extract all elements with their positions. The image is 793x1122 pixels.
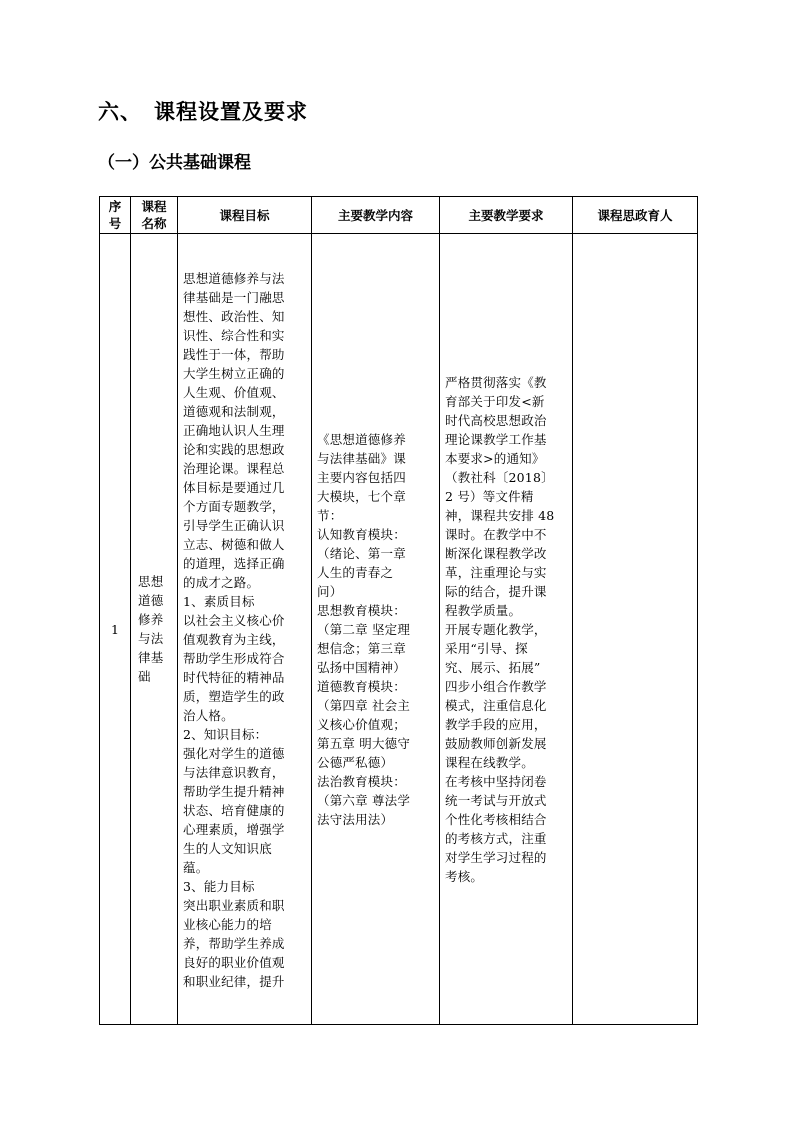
cell-index: 1 — [100, 234, 131, 1025]
col-header-main-content: 主要教学内容 — [312, 197, 440, 234]
section-title: 课程设置及要求 — [154, 100, 308, 124]
cell-course-name: 思想 道德 修养 与法 律基 础 — [131, 234, 178, 1025]
cell-main-content: 《思想道德修养 与法律基础》课 主要内容包括四 大模块，七个章 节： 认知教育模块： （绪论、第一章 人生的青春之 问） 思想教育模块： （第二章 坚定理 想信念；第三章 弘扬中国精神） 道德教育模块： （第四章 社会主 义核心价值观； 第五章 明大德守 公德严私德） 法治教育模块： （第六章 尊法学 法守法用法） — [312, 234, 440, 1025]
cell-teaching-requirement: 严格贯彻落实《教 育部关于印发<新 时代高校思想政治 理论课教学工作基 本要求>的通知》 （教社科〔2018〕 2 号）等文件精 神，课程共安排 48 课时。在教学中不 断深化课程教学改 革，注重理论与实 际的结合，提升课 程教学质量。 开展专题化教学， 采用“引导、探 究、展示、拓展” 四步小组合作教学 模式，注重信息化 教学手段的应用， 鼓励教师创新发展 课程在线教学。 在考核中坚持闭卷 统一考试与开放式 个性化考核相结合 的考核方式，注重 对学生学习过程的 考核。 — [440, 234, 573, 1025]
col-header-course-goal: 课程目标 — [178, 197, 312, 234]
cell-ideological-education — [573, 234, 698, 1025]
cell-course-goal: 思想道德修养与法 律基础是一门融思 想性、政治性、知 识性、综合性和实 践性于一体，帮助 大学生树立正确的 人生观、价值观、 道德观和法制观， 正确地认识人生理 论和实践的思想政 治理论课。课程总 体目标是要通过几 个方面专题教学， 引导学生正确认识 立志、树德和做人 的道理，选择正确 的成才之路。 1、素质目标 以社会主义核心价 值观教育为主线， 帮助学生形成符合 时代特征的精神品 质，塑造学生的政 治人格。 2、知识目标： 强化对学生的道德 与法律意识教育， 帮助学生提升精神 状态、培育健康的 心理素质，增强学 生的人文知识底 蕴。 3、能力目标 突出职业素质和职 业核心能力的培 养，帮助学生养成 良好的职业价值观 和职业纪律，提升 — [178, 234, 312, 1025]
col-header-course-name: 课程 名称 — [131, 197, 178, 234]
section-number: 六、 — [98, 100, 142, 124]
table-row — [100, 234, 698, 1025]
section-heading — [98, 96, 308, 126]
subsection-heading: （一）公共基础课程 — [98, 153, 251, 173]
table-header-row — [100, 197, 698, 234]
col-header-teaching-requirement: 主要教学要求 — [440, 197, 573, 234]
col-header-index: 序 号 — [100, 197, 131, 234]
course-table — [99, 196, 698, 1025]
col-header-ideological-education: 课程思政育人 — [573, 197, 698, 234]
